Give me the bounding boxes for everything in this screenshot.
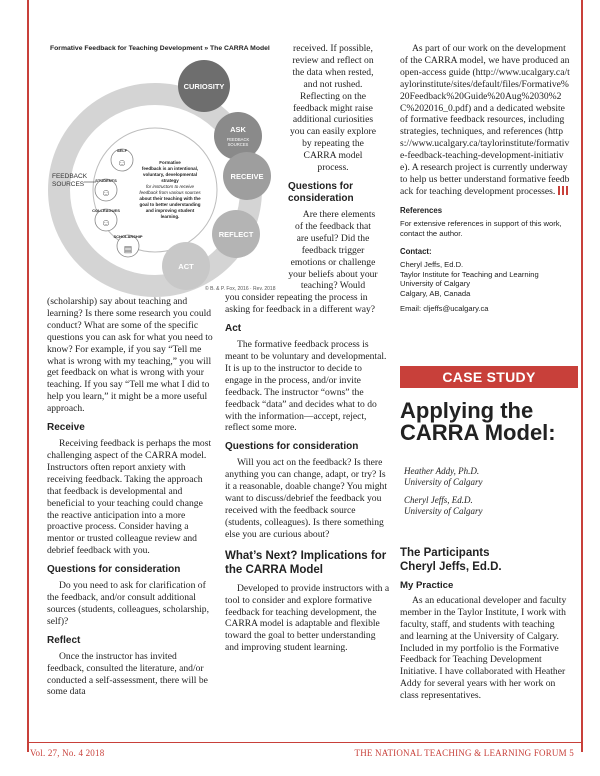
contact-line: Calgary, AB, Canada — [400, 288, 471, 298]
feedback-sources-label-1: FEEDBACK — [52, 173, 88, 180]
participants-section — [400, 546, 570, 702]
center-line: feedback is an intentional, — [141, 166, 199, 171]
col3-paragraph — [400, 43, 570, 198]
source-label-self: SELF — [116, 148, 128, 153]
center-line: Formative — [159, 160, 181, 165]
colleagues-icon: ☺ — [100, 218, 112, 229]
center-definition — [139, 160, 201, 219]
heading-questions: Questions for consideration — [47, 564, 181, 576]
source-label-students: STUDENTS — [95, 178, 117, 183]
my-practice-heading: My Practice — [400, 580, 454, 591]
col2-narrow-paragraph: Are there elements of the feedback that are useful? Did the feedback trigger emotions or challenge your beliefs about your teaching? Would — [288, 208, 378, 292]
case-title-line: Applying the — [400, 398, 534, 423]
heading-questions: Questions for consideration — [225, 441, 359, 453]
column-3 — [400, 43, 570, 313]
footer-issue: Vol. 27, No. 4 2018 — [30, 748, 105, 758]
heading-whats-next: What’s Next? Implications for the CARRA Model — [225, 549, 387, 576]
group-icon: ☺ — [100, 188, 112, 199]
heading-questions: Questions for consideration — [288, 180, 354, 204]
page-border-right — [581, 0, 583, 752]
case-title-line: CARRA Model: — [400, 420, 556, 445]
source-label-scholarship: SCHOLARSHIP — [113, 234, 143, 239]
feedback-sources-label-2: SOURCES — [52, 181, 85, 188]
stage-label-act: ACT — [178, 262, 194, 271]
references-heading: References — [400, 205, 443, 215]
col3-text: As part of our work on the development of the CARRA model, we have produced an open-access guide (http://www.ucalgary.ca/taylorinstitute/sites/default/files/Formative%20Feedback%20Guide%20Aug%2030%2C%202016_0.pdf) and a dedicated website of formative feedback resources, including strategies, techniques, and references (https://www.ucalgary.ca/taylorinstitute/formative-feedback-teaching-development-initiative). A research project is currently underway to help us better understand formative feedback for teaching development processes. — [400, 43, 570, 197]
col1-paragraph: Do you need to ask for clarification of the feedback, and/or consult additional sources (students, colleagues, scholarship, self)? — [47, 580, 209, 627]
col2-top-paragraph: received. If possible, review and reflect on the data when rested, and not rushed. Reflecting on the feedback might raise additional curiosities you can easily explore by repeating the CARRA model process. — [289, 43, 377, 174]
figure-title: Formative Feedback for Teaching Development » The CARRA Model — [50, 45, 270, 52]
footer-publication: THE NATIONAL TEACHING & LEARNING FORUM 5 — [354, 748, 574, 758]
column-1 — [47, 296, 215, 698]
contact-email: Email: cljeffs@ucalgary.ca — [400, 303, 489, 313]
case-study-title — [400, 400, 578, 444]
col2-narrow-block — [288, 43, 378, 292]
col1-paragraph: (scholarship) say about teaching and learning? Is there some research you could conduct? What are some of the specific questions you can ask for what you need to know? For example, if you say “Tell me what is wrong with my teaching,” you will get feedback on what is wrong with your teaching. If you say “Tell me what I did to help you learn,” it might be a more useful approach. — [47, 296, 213, 415]
col1-paragraph: Receiving feedback is perhaps the most challenging aspect of the CARRA model. Instructors often report anxiety with receiving feedback. Taking the approach that feedback is developmental and beneficial to your teaching could change the reactive anticipation into a more proactive process. Consider having a mentor or trusted colleague review and debrief feedback with you. — [47, 438, 212, 557]
center-line: for instructors to receive — [145, 184, 195, 189]
case-study-authors — [404, 466, 483, 517]
book-icon: ▤ — [123, 244, 133, 254]
contact-line: Cheryl Jeffs, Ed.D. — [400, 260, 464, 270]
source-label-colleagues: COLLEAGUES — [92, 208, 120, 213]
col2-paragraph: you consider repeating the process in asking for feedback in a different way? — [225, 292, 376, 316]
ask-sub-1: FEEDBACK — [226, 137, 250, 142]
participants-heading: The Participants — [400, 547, 490, 559]
contact-heading: Contact: — [400, 246, 432, 256]
author-affiliation: University of Calgary — [404, 477, 483, 487]
end-mark-icon — [558, 186, 568, 195]
participant-name: Cheryl Jeffs, Ed.D. — [400, 561, 502, 573]
col2-paragraph: Will you act on the feedback? Is there anything you can change, adapt, or try? Is it a reasonable, doable change? You might want to discuss/debrief the feedback you received with the feedback source (students, colleagues). Is there something else you are curious about? — [225, 457, 387, 540]
col2-paragraph: The formative feedback process is meant to be voluntary and developmental. It is up to the instructor to decide to engage in the process, and/or invite feedback. The instructor “owns” the feedback “data” and decides what to do with the information—accept, reject, reflect some more. — [225, 339, 387, 434]
heading-reflect: Reflect — [47, 634, 81, 646]
stage-label-curiosity: CURIOSITY — [183, 82, 225, 91]
stage-label-ask: ASK — [230, 125, 246, 134]
col1-paragraph: Once the instructor has invited feedback, consulted the literature, and/or conducted a self-assessment, there will be some data — [47, 650, 208, 698]
person-icon: ☺ — [116, 158, 128, 169]
author-name: Cheryl Jeffs, Ed.D. — [404, 495, 473, 505]
contact-line: Taylor Institute for Teaching and Learning — [400, 269, 539, 279]
case-study-banner: CASE STUDY — [400, 366, 578, 388]
stage-label-reflect: REFLECT — [218, 230, 254, 239]
center-line: about their teaching with the — [139, 196, 201, 201]
center-line: strategy — [161, 178, 179, 183]
figure-credit: © B. & P. Fox, 2016 · Rev. 2018 — [205, 286, 276, 292]
practice-paragraph: As an educational developer and faculty member in the Taylor Institute, I work with faculty, staff, and students with teaching and learning at the University of Calgary. Included in my portfolio is the Formative Feedback for Teaching Development Initiative. I have collaborated with Heather Addy for several years with her work on class representatives. — [400, 594, 567, 702]
column-2 — [225, 43, 390, 654]
stage-label-receive: RECEIVE — [230, 172, 264, 181]
contact-line: University of Calgary — [400, 279, 471, 289]
center-line: learning. — [160, 214, 180, 219]
footer-rule — [27, 742, 583, 743]
center-line: and improving student — [145, 208, 195, 213]
author-affiliation: University of Calgary — [404, 506, 483, 516]
heading-act: Act — [225, 323, 242, 335]
center-line: goal to better understanding — [139, 202, 201, 207]
col2-paragraph: Developed to provide instructors with a tool to consider and explore formative feedback for teaching development, the CARRA model is adaptable and flexible toward the goal to better understanding and improving student learning. — [225, 582, 390, 654]
center-line: voluntary, developmental — [143, 172, 197, 177]
heading-receive: Receive — [47, 422, 85, 434]
references-text: For extensive references in support of this work, contact the author. — [400, 219, 562, 238]
center-line: feedback from various sources — [139, 190, 201, 195]
references-block — [400, 206, 570, 313]
page-border-left — [27, 0, 29, 752]
author-name: Heather Addy, Ph.D. — [404, 466, 480, 476]
ask-sub-2: SOURCES — [227, 142, 249, 147]
